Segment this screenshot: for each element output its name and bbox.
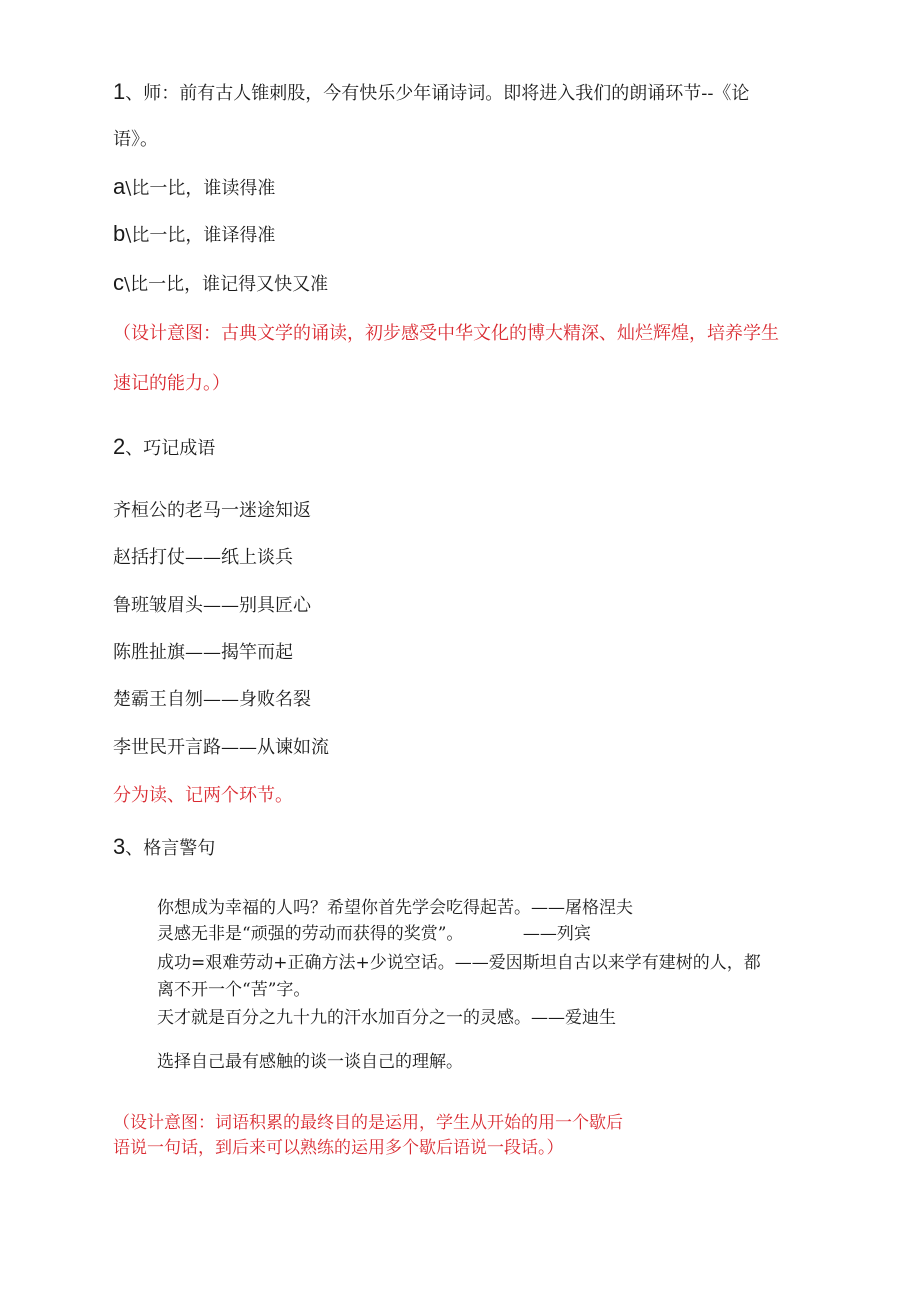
item-c-text: \比一比，谁记得又快又准 xyxy=(124,274,329,295)
idiom-item: 齐桓公的老马一迷途知返 xyxy=(113,500,311,521)
quote-line: 离不开一个“苦”字。 xyxy=(157,980,311,1000)
section1-line1: 、师：前有古人锥刺股，今有快乐少年诵诗词。即将进入我们的朗诵环节--《论 xyxy=(125,83,750,104)
section1-heading xyxy=(113,80,749,106)
section2-number: 2 xyxy=(113,434,126,459)
quote-line: 你想成为幸福的人吗？希望你首先学会吃得起苦。——屠格涅夫 xyxy=(157,898,633,918)
item-a xyxy=(113,175,275,201)
section3-title: 、格言警句 xyxy=(125,838,216,859)
quote-line: 天才就是百分之九十九的汗水加百分之一的灵感。——爱迪生 xyxy=(157,1008,616,1028)
section3-number: 3 xyxy=(113,834,126,859)
item-c-letter: c xyxy=(113,270,124,295)
idiom-item: 赵括打仗——纸上谈兵 xyxy=(113,547,293,568)
section2-note: 分为读、记两个环节。 xyxy=(113,785,293,806)
section1-line2: 语》。 xyxy=(113,129,158,150)
item-b-text: \比一比，谁译得准 xyxy=(125,225,276,246)
item-a-text: \比一比，谁读得准 xyxy=(125,178,276,199)
idiom-item: 陈胜扯旗——揭竿而起 xyxy=(113,642,293,663)
section3-design-line2: 语说一句话，到后来可以熟练的运用多个歇后语说一段话。） xyxy=(113,1138,564,1158)
item-a-letter: a xyxy=(113,174,126,199)
section3-instruction: 选择自己最有感触的谈一谈自己的理解。 xyxy=(157,1052,463,1072)
idiom-item: 楚霸王自刎——身败名裂 xyxy=(113,689,311,710)
item-c xyxy=(113,271,328,297)
section1-design-line1: （设计意图：古典文学的诵读，初步感受中华文化的博大精深、灿烂辉煌，培养学生 xyxy=(113,323,779,344)
quote-line: 灵感无非是“顽强的劳动而获得的奖赏”。 ——列宾 xyxy=(157,924,591,944)
quote-line: 成功=艰难劳动+正确方法+少说空话。——爱因斯坦自古以来学有建树的人，都 xyxy=(157,953,761,973)
idiom-item: 李世民开言路——从谏如流 xyxy=(113,737,329,758)
idiom-item: 鲁班皱眉头——别具匠心 xyxy=(113,595,311,616)
section3-heading xyxy=(113,835,215,861)
section1-design-line2: 速记的能力。） xyxy=(113,373,230,394)
section3-design-line1: （设计意图：词语积累的最终目的是运用，学生从开始的用一个歇后 xyxy=(113,1113,623,1133)
item-b-letter: b xyxy=(113,221,126,246)
item-b xyxy=(113,222,275,248)
section2-title: 、巧记成语 xyxy=(125,438,216,459)
section1-number: 1 xyxy=(113,79,126,104)
section2-heading xyxy=(113,435,215,461)
